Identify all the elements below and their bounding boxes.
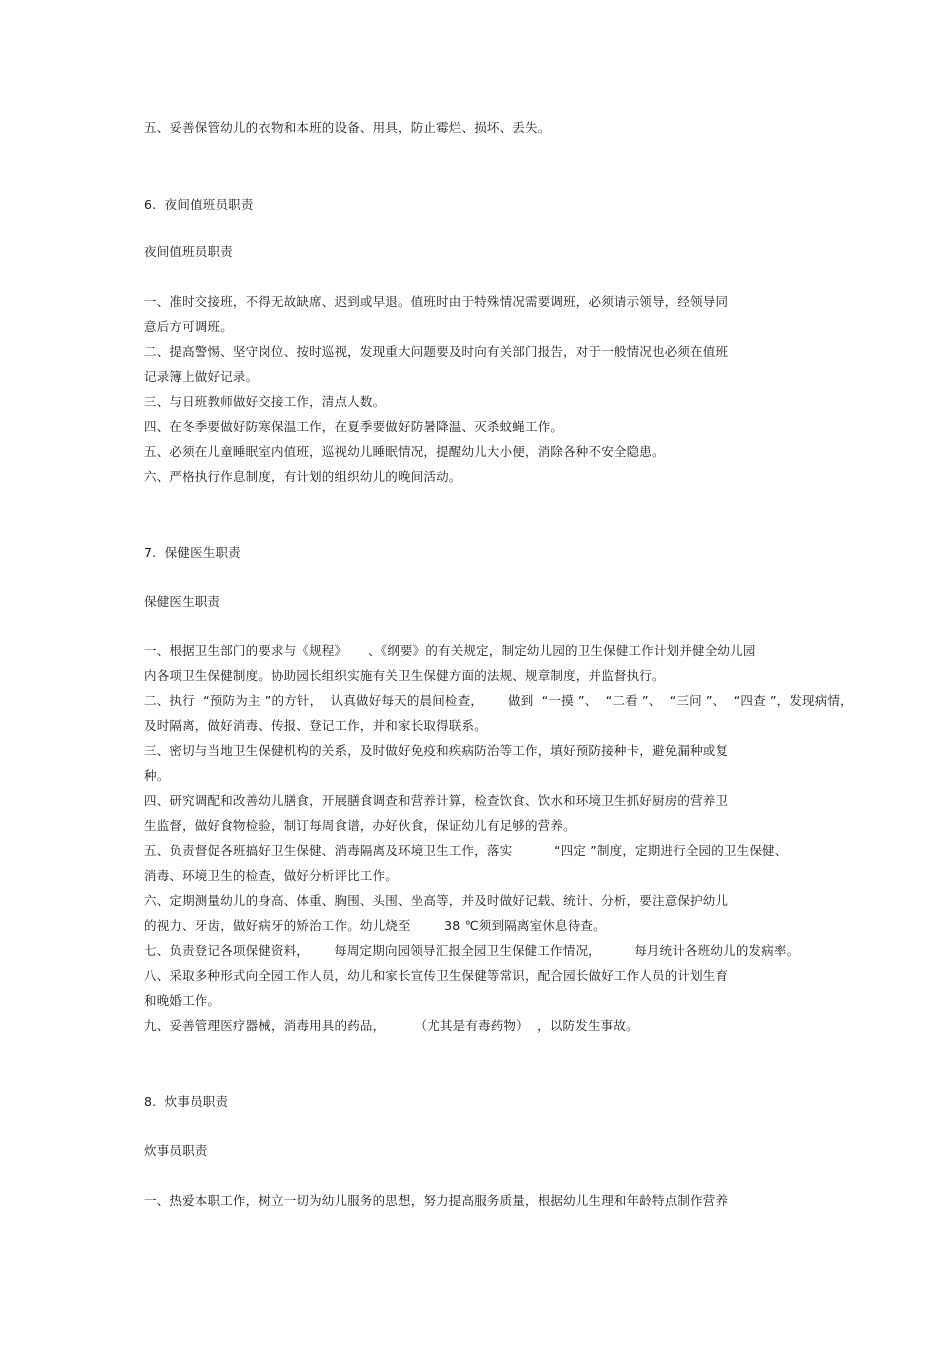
section-title-health-doctor: 保健医生职责 bbox=[144, 594, 221, 609]
night-duty-item-1-line-1: 一、准时交接班，不得无故缺席、迟到或早退。值班时由于特殊情况需要调班，必须请示领导，经领导同 bbox=[144, 294, 729, 309]
health-doctor-item-2-line-1: 二、执行 “预防为主 ”的方针， 认真做好每天的晨间检查， 做到 “一摸 ”、 “二看 ”、 “三问 ”、 “四查 ”，发现病情， bbox=[144, 693, 853, 708]
health-doctor-item-7: 七、负责登记各项保健资料， 每周定期向园领导汇报全园卫生保健工作情况， 每月统计各班幼儿的发病率。 bbox=[144, 943, 800, 958]
health-doctor-item-4-line-1: 四、研究调配和改善幼儿膳食，开展膳食调查和营养计算，检查饮食、饮水和环境卫生抓好厨房的营养卫 bbox=[144, 793, 729, 808]
nursery-duty-item-5: 五、妥善保管幼儿的衣物和本班的设备、用具，防止霉烂、损坏、丢失。 bbox=[144, 120, 551, 135]
health-doctor-item-6-line-1: 六、定期测量幼儿的身高、体重、胸围、头围、坐高等，并及时做好记载、统计、分析，要注意保护幼儿 bbox=[144, 893, 729, 908]
health-doctor-item-3-line-1: 三、密切与当地卫生保健机构的关系，及时做好免疫和疾病防治等工作，填好预防接种卡，避免漏种或复 bbox=[144, 743, 729, 758]
section-heading-cook: 8. 炊事员职责 bbox=[144, 1094, 229, 1109]
health-doctor-item-1-line-1: 一、根据卫生部门的要求与《规程》 、《纲要》的有关规定，制定幼儿园的卫生保健工作计划并健全幼儿园 bbox=[144, 643, 756, 658]
night-duty-item-3: 三、与日班教师做好交接工作，清点人数。 bbox=[144, 394, 386, 409]
cook-item-1-line-1: 一、热爱本职工作，树立一切为幼儿服务的思想，努力提高服务质量，根据幼儿生理和年龄特点制作营养 bbox=[144, 1193, 729, 1208]
night-duty-item-2-line-1: 二、提高警惕、坚守岗位、按时巡视，发现重大问题要及时向有关部门报告，对于一般情况也必须在值班 bbox=[144, 344, 729, 359]
health-doctor-item-5-line-1: 五、负责督促各班搞好卫生保健、消毒隔离及环境卫生工作，落实 “四定 ”制度，定期进行全园的卫生保健、 bbox=[144, 843, 788, 858]
night-duty-item-5: 五、必须在儿童睡眠室内值班，巡视幼儿睡眠情况，提醒幼儿大小便，消除各种不安全隐患。 bbox=[144, 444, 665, 459]
section-heading-health-doctor: 7. 保健医生职责 bbox=[144, 545, 241, 560]
health-doctor-item-9: 九、妥善管理医疗器械，消毒用具的药品， （尤其是有毒药物） ，以防发生事故。 bbox=[144, 1018, 639, 1033]
section-title-night-duty: 夜间值班员职责 bbox=[144, 244, 233, 259]
night-duty-item-1-line-2: 意后方可调班。 bbox=[144, 319, 233, 334]
section-heading-night-duty: 6. 夜间值班员职责 bbox=[144, 197, 254, 212]
health-doctor-item-2-line-2: 及时隔离，做好消毒、传报、登记工作，并和家长取得联系。 bbox=[144, 718, 487, 733]
section-title-cook: 炊事员职责 bbox=[144, 1143, 208, 1158]
health-doctor-item-5-line-2: 消毒、环境卫生的检查，做好分析评比工作。 bbox=[144, 868, 399, 883]
health-doctor-item-6-line-2: 的视力、牙齿，做好病牙的矫治工作。幼儿烧至 38 ℃须到隔离室休息待查。 bbox=[144, 918, 606, 933]
health-doctor-item-8-line-1: 八、采取多种形式向全园工作人员，幼儿和家长宣传卫生保健等常识，配合园长做好工作人员的计划生育 bbox=[144, 968, 729, 983]
health-doctor-item-1-line-2: 内各项卫生保健制度。协助园长组织实施有关卫生保健方面的法规、规章制度，并监督执行。 bbox=[144, 668, 665, 683]
health-doctor-item-3-line-2: 种。 bbox=[144, 768, 170, 783]
health-doctor-item-8-line-2: 和晚婚工作。 bbox=[144, 993, 221, 1008]
health-doctor-item-4-line-2: 生监督，做好食物检验，制订每周食谱，办好伙食，保证幼儿有足够的营养。 bbox=[144, 818, 576, 833]
night-duty-item-6: 六、严格执行作息制度，有计划的组织幼儿的晚间活动。 bbox=[144, 469, 462, 484]
night-duty-item-4: 四、在冬季要做好防寒保温工作，在夏季要做好防暑降温、灭杀蚊蝇工作。 bbox=[144, 419, 564, 434]
night-duty-item-2-line-2: 记录簿上做好记录。 bbox=[144, 369, 259, 384]
